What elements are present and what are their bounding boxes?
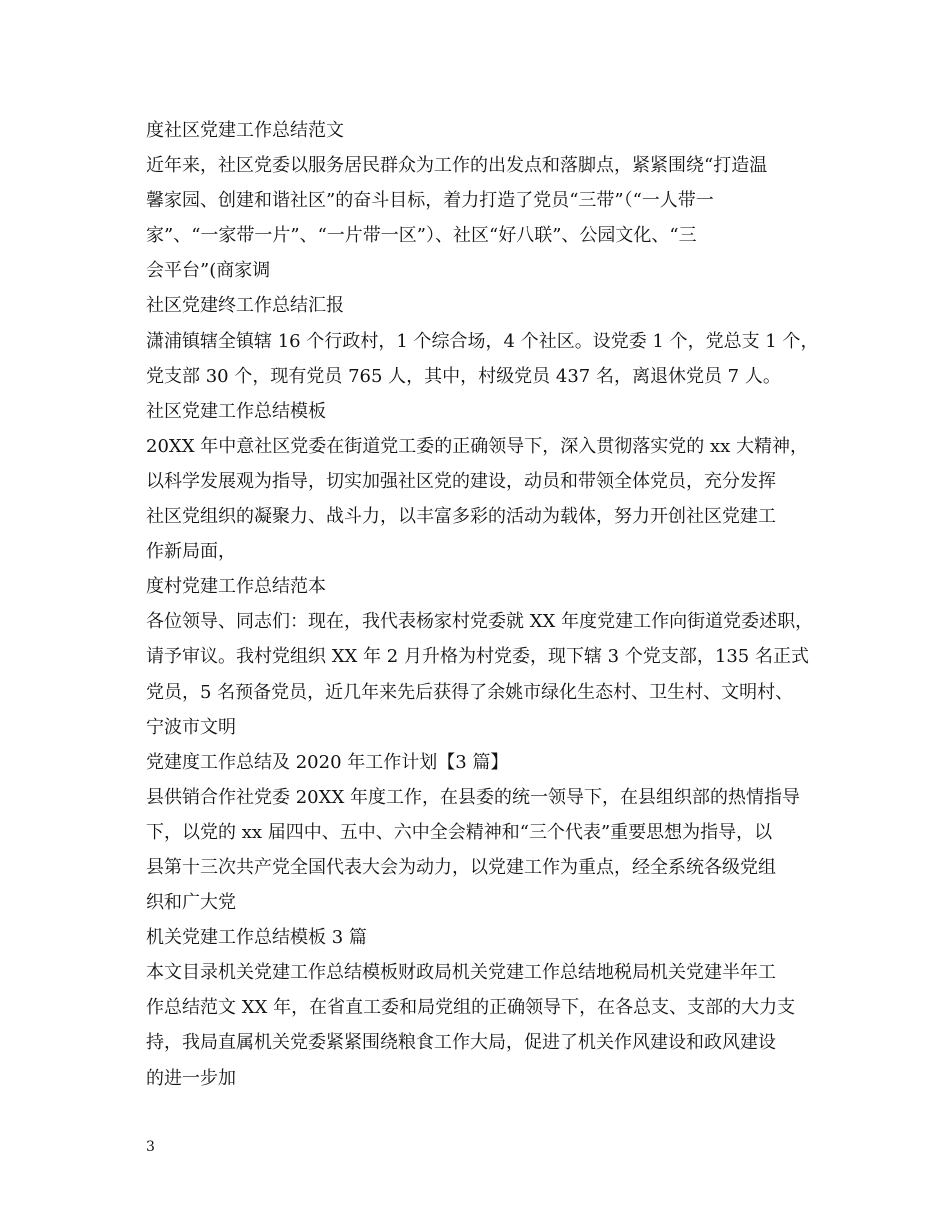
text-line: 潇浦镇辖全镇辖 16 个行政村，1 个综合场，4 个社区。设党委 1 个，党总支 1 个， <box>146 330 819 352</box>
heading-line: 社区党建终工作总结汇报 <box>146 295 344 317</box>
heading-line: 度社区党建工作总结范文 <box>146 120 344 141</box>
text-line: 各位领导、同志们：现在，我代表杨家村党委就 XX 年度党建工作向街道党委述职， <box>146 611 814 633</box>
text-line: 馨家园、创建和谐社区”的奋斗目标，着力打造了党员“三带”（“一人带一 <box>146 190 714 212</box>
page-number: 3 <box>146 1139 155 1155</box>
text-line: 近年来，社区党委以服务居民群众为工作的出发点和落脚点，紧紧围绕“打造温 <box>146 155 768 177</box>
text-line: 县供销合作社党委 20XX 年度工作，在县委的统一领导下，在县组织部的热情指导 <box>146 786 800 808</box>
text-line: 县第十三次共产党全国代表大会为动力，以党建工作为重点，经全系统各级党组 <box>146 856 776 878</box>
text-line: 党员，5 名预备党员，近几年来先后获得了余姚市绿化生态村、卫生村、文明村、 <box>146 681 794 703</box>
text-line: 作新局面， <box>146 541 236 563</box>
text-line: 宁波市文明 <box>146 716 236 738</box>
text-line: 党支部 30 个，现有党员 765 人，其中，村级党员 437 名，离退休党员 7 人。 <box>146 365 781 387</box>
heading-line: 社区党建工作总结模板 <box>146 400 326 422</box>
text-line: 家”、“一家带一片”、“一片带一区”）、社区“好八联”、公园文化、“三 <box>146 225 697 247</box>
text-line: 本文目录机关党建工作总结模板财政局机关党建工作总结地税局机关党建半年工 <box>146 962 776 984</box>
text-line: 下，以党的 xx 届四中、五中、六中全会精神和“三个代表”重要思想为指导，以 <box>146 821 773 843</box>
document-body <box>146 113 826 1096</box>
text-line: 持，我局直属机关党委紧紧围绕粮食工作大局，促进了机关作风建设和政风建设 <box>146 1032 776 1054</box>
heading-line: 度村党建工作总结范本 <box>146 576 326 598</box>
text-line: 的进一步加 <box>146 1067 236 1089</box>
text-line: 请予审议。我村党组织 XX 年 2 月升格为村党委，现下辖 3 个党支部，135 名正式 <box>146 646 809 668</box>
text-line: 社区党组织的凝聚力、战斗力，以丰富多彩的活动为载体，努力开创社区党建工 <box>146 506 776 528</box>
text-line: 以科学发展观为指导，切实加强社区党的建设，动员和带领全体党员，充分发挥 <box>146 470 776 492</box>
text-line: 织和广大党 <box>146 892 236 914</box>
heading-line: 机关党建工作总结模板 3 篇 <box>146 927 367 949</box>
text-line: 20XX 年中意社区党委在街道党工委的正确领导下，深入贯彻落实党的 xx 大精神， <box>146 435 808 457</box>
text-line: 会平台”(商家调 <box>146 260 271 282</box>
heading-line: 党建度工作总结及 2020 年工作计划【3 篇】 <box>146 751 509 773</box>
text-line: 作总结范文 XX 年，在省直工委和局党组的正确领导下，在各总支、支部的大力支 <box>146 997 796 1019</box>
